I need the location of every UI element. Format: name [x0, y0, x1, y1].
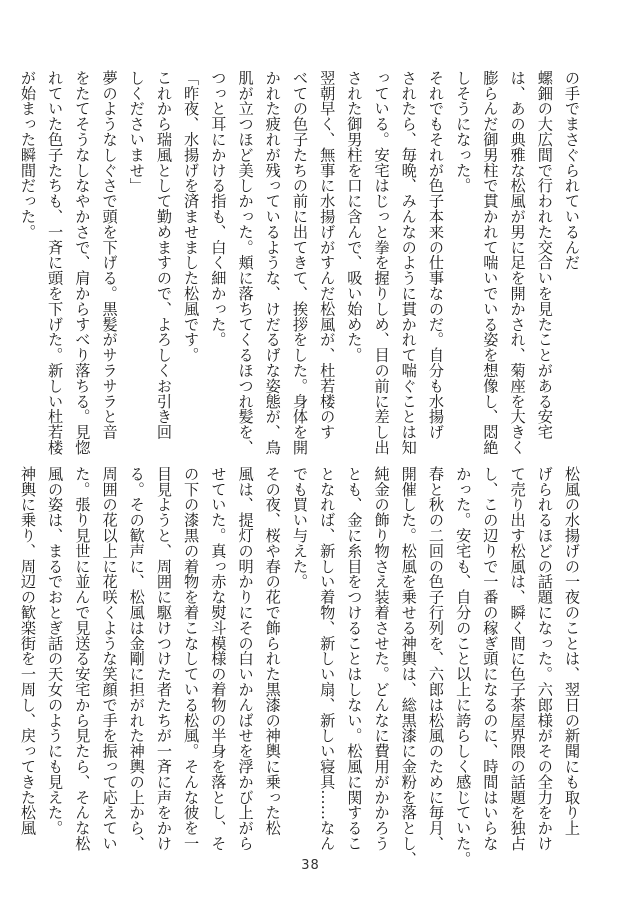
- text-line: た。張り見世に並んで見送る安宅から見たら、そんな松: [73, 466, 92, 851]
- text-line: る。その歓声に、松風は金剛に担がれた神輿の上から、: [127, 466, 146, 851]
- text-line: べての色子たちの前に出てきて、挨拶をした。身体を開: [290, 70, 309, 455]
- text-line: かった。安宅も、自分のこと以上に誇らしく感じていた。: [454, 466, 473, 867]
- text-line: これから瑞風として勤めますので、よろしくお引き回: [154, 70, 173, 440]
- text-line: 目見ようと、周囲に駆けつけた者たちが一斉に声をかけ: [154, 466, 173, 851]
- text-line: て売り出す松風は、瞬く間に色子茶屋界隈の話題を独占: [508, 466, 527, 851]
- text-line: れていた色子たちも、一斉に頭を下げた。新しい杜若楼: [46, 70, 65, 455]
- text-line: 夢のようなしぐさで頭を下げる。黒髪がサラサラと音: [100, 70, 119, 440]
- text-line: 開催した。松風を乗せる神輿は、総黒漆に金粉を落とし、: [399, 466, 418, 867]
- text-line: 風の姿は、まるでおとぎ話の天女のようにも見えた。: [46, 466, 65, 836]
- text-line: となれば、新しい着物、新しい扇、新しい寝具……なん: [318, 466, 337, 851]
- text-line: その夜、桜や春の花で飾られた黒漆の神輿に乗った松: [263, 466, 282, 836]
- text-line: 膨らんだ御男柱で貫かれて喘いでいる姿を想像し、悶絶: [481, 70, 500, 455]
- text-line: かれた疲れが残っているような、けだるげな姿態が、鳥: [263, 70, 282, 455]
- text-line: の手でまさぐられているんだ: [563, 70, 581, 271]
- text-line: された御男柱を口に含んで、吸い始めた。: [345, 70, 364, 363]
- text-line: されたら、毎晩、みんなのように貫かれて喘ぐことは知: [399, 70, 418, 455]
- text-line: 松風の水揚げの一夜のことは、翌日の新聞にも取り上: [563, 466, 581, 836]
- text-line: とも、金に糸目をつけることはしない。松風に関するこ: [345, 466, 364, 851]
- text-line: 肌が立つほど美しかった。頬に落ちてくるほつれ髪を、: [236, 70, 255, 455]
- text-line: 翌朝早く、無事に水揚げがすんだ松風が、杜若楼のす: [318, 70, 337, 440]
- text-line: 純金の飾り物さえ装着させた。どんなに費用がかかろう: [372, 466, 391, 851]
- text-line: しそうになった。: [454, 70, 473, 194]
- text-line: っている。安宅はじっと拳を握りしめ、目の前に差し出: [372, 70, 391, 455]
- upper-text-block: [18, 70, 585, 455]
- text-line: 周囲の花以上に花咲くような笑顔で手を振って応えてい: [100, 466, 119, 851]
- text-line: でも買い与えた。: [290, 466, 309, 590]
- text-line: が始まった瞬間だった。: [18, 70, 37, 240]
- text-line: 神輿に乗り、周辺の歓楽街を一周し、戻ってきた松風: [18, 466, 37, 836]
- text-line: それでもそれが色子本来の仕事なのだ。自分も水揚げ: [426, 70, 445, 440]
- text-line: 「昨夜、水揚げを済ませました松風です。: [182, 70, 201, 363]
- text-line: 春と秋の二回の色子行列を、六郎は松風のために毎月、: [426, 466, 445, 851]
- page-number: 38: [301, 858, 320, 873]
- text-line: しくださいませ」: [127, 70, 146, 194]
- text-line: 螺鈿の大広間で行われた交合いを見たことがある安宅: [535, 70, 554, 440]
- text-line: せていた。真っ赤な熨斗模様の着物の半身を落とし、そ: [209, 466, 228, 851]
- text-line: 風は、提灯の明かりにその白いかんばせを浮かび上がら: [236, 466, 255, 851]
- text-line: げられるほどの話題になった。六郎様がその全力をかけ: [535, 466, 554, 851]
- text-line: をたてそうなしなやかさで、肩からすべり落ちる。見惚: [73, 70, 92, 455]
- text-line: の下の漆黒の着物を着こなしている松風。そんな彼を一: [182, 466, 201, 851]
- text-line: は、あの典雅な松風が男に足を開かされ、菊座を大きく: [508, 70, 527, 455]
- text-line: つっと耳にかける指も、白く細かった。: [209, 70, 228, 348]
- text-line: し、この辺りで一番の稼ぎ頭になるのに、時間はいらな: [481, 466, 500, 851]
